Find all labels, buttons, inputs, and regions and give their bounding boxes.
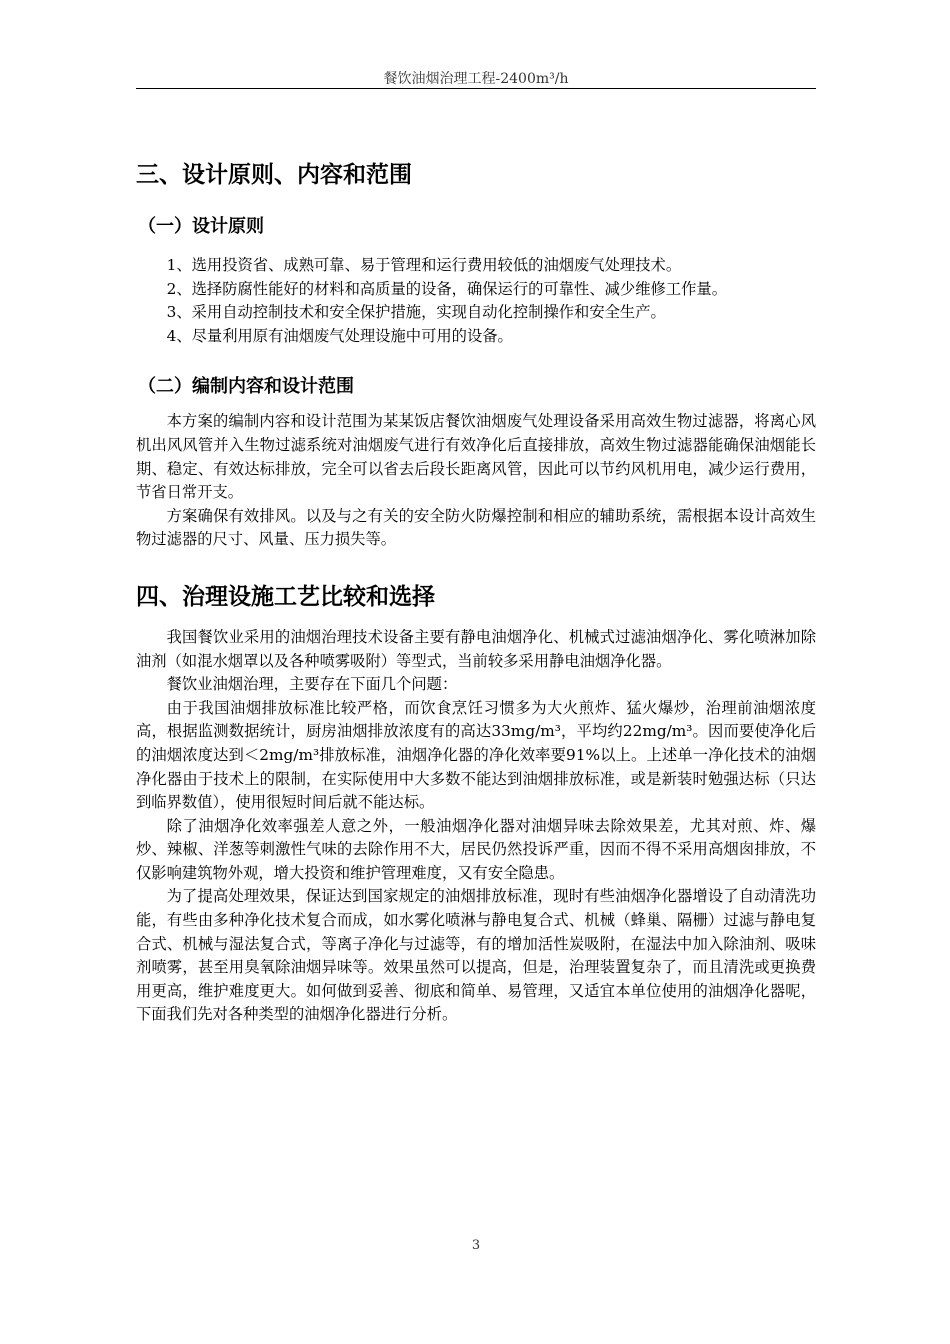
body-paragraph: 本方案的编制内容和设计范围为某某饭店餐饮油烟废气处理设备采用高效生物过滤器，将离心风机出风风管并入生物过滤系统对油烟废气进行有效净化后直接排放，高效生物过滤器能确保油烟能长期、稳定、有效达标排放，完全可以省去后段长距离风管，因此可以节约风机用电，减少运行费用，节省日常开支。	[136, 412, 816, 502]
body-paragraph: 除了油烟净化效率强差人意之外，一般油烟净化器对油烟异味去除效果差，尤其对煎、炸、爆炒、辣椒、洋葱等刺激性气味的去除作用不大，居民仍然投诉严重，因而不得不采用高烟囱排放，不仅影响建筑物外观，增大投资和维护管理难度，又有安全隐患。	[136, 816, 816, 882]
body-paragraph: 为了提高处理效果，保证达到国家规定的油烟排放标准，现时有些油烟净化器增设了自动清洗功能，有些由多种净化技术复合而成，如水雾化喷淋与静电复合式、机械（蜂巢、隔栅）过滤与静电复合式、机械与湿法复合式，等离子净化与过滤等，有的增加活性炭吸附，在湿法中加入除油剂、吸味剂喷雾，甚至用臭氧除油烟异味等。效果虽然可以提高，但是，治理装置复杂了，而且清洗或更换费用更高，维护难度更大。如何做到妥善、彻底和简单、易管理，又适宜本单位使用的油烟净化器呢，下面我们先对各种类型的油烟净化器进行分析。	[136, 887, 816, 1024]
body-paragraph: 方案确保有效排风。以及与之有关的安全防火防爆控制和相应的辅助系统，需根据本设计高效生物过滤器的尺寸、风量、压力损失等。	[136, 506, 816, 549]
principle-item: 3、采用自动控制技术和安全保护措施，实现自动化控制操作和安全生产。	[166, 303, 666, 322]
body-paragraph: 我国餐饮业采用的油烟治理技术设备主要有静电油烟净化、机械式过滤油烟净化、雾化喷淋加除油剂（如混水烟罩以及各种喷雾吸附）等型式，当前较多采用静电油烟净化器。	[136, 627, 816, 670]
section-heading-4: 四、治理设施工艺比较和选择	[136, 583, 435, 610]
body-paragraph: 餐饮业油烟治理，主要存在下面几个问题：	[166, 675, 458, 694]
header-rule	[136, 88, 816, 89]
page-body	[136, 160, 816, 1027]
principle-item: 4、尽量利用原有油烟废气处理设施中可用的设备。	[166, 326, 513, 345]
subsection-heading-scope: （二）编制内容和设计范围	[138, 376, 354, 398]
principle-item: 2、选择防腐性能好的材料和高质量的设备，确保运行的可靠性、减少维修工作量。	[166, 279, 728, 298]
page-number: 3	[471, 1238, 481, 1253]
subsection-heading-design-principles: （一）设计原则	[138, 216, 264, 237]
section-heading-3: 三、设计原则、内容和范围	[136, 162, 412, 188]
running-header: 餐饮油烟治理工程-2400m³/h	[383, 71, 569, 87]
principle-item: 1、选用投资省、成熟可靠、易于管理和运行费用较低的油烟废气处理技术。	[166, 256, 682, 274]
body-paragraph: 由于我国油烟排放标准比较严格，而饮食烹饪习惯多为大火煎炸、猛火爆炒，治理前油烟浓度高，根据监测数据统计，厨房油烟排放浓度有的高达33mg/m³，平均约22mg/m³。因而要使净化后的油烟浓度达到＜2mg/m³排放标准，油烟净化器的净化效率要91%以上。上述单一净化技术的油烟净化器由于技术上的限制，在实际使用中大多数不能达到油烟排放标准，或是新装时勉强达标（只达到临界数值），使用很短时间后就不能达标。	[136, 698, 816, 812]
